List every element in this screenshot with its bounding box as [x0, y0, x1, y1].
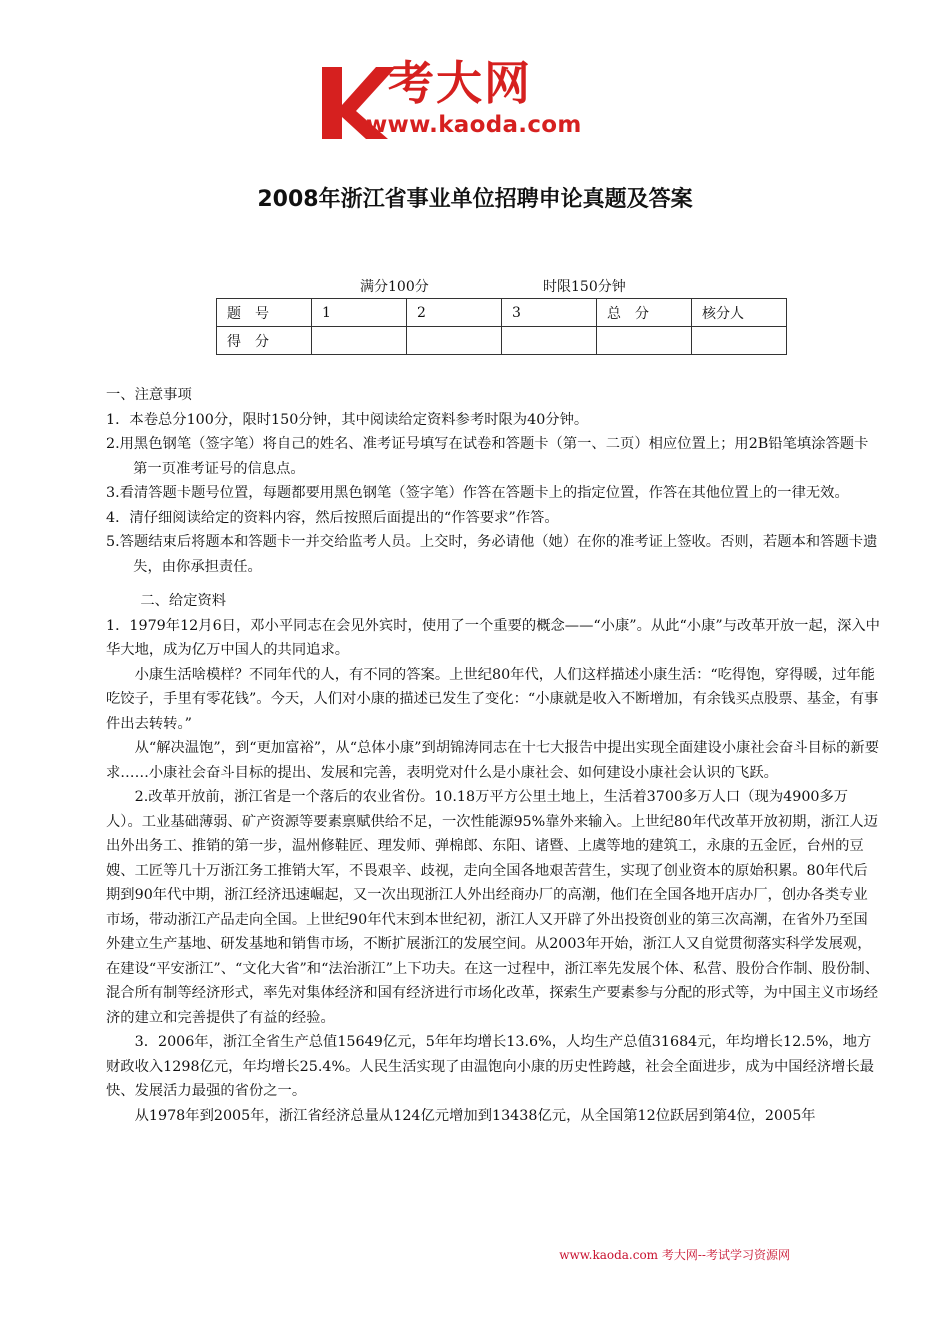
list-item: 3.看清答题卡题号位置，每题都要用黑色钢笔（签字笔）作答在答题卡上的指定位置，作答在其他位置上的一律无效。 — [106, 485, 849, 501]
table-row — [217, 327, 787, 355]
full-score-text: 满分100分 — [360, 279, 429, 295]
score-cell — [502, 327, 597, 355]
time-limit-text: 时限150分钟 — [543, 279, 626, 295]
paragraph: 从1978年到2005年，浙江省经济总量从124亿元增加到13438亿元，从全国第12位跃居到第4位，2005年 — [134, 1107, 816, 1124]
paragraph: 1．1979年12月6日，邓小平同志在会见外宾时，使用了一个重要的概念——“小康”。从此“小康”与改革开放一起，深入中华大地，成为亿万中国人的共同追求。 — [106, 617, 880, 658]
paragraph: 3．2006年，浙江全省生产总值15649亿元，5年年均增长13.6%，人均生产总值31684元，年均增长12.5%，地方财政收入1298亿元，年均增长25.4%。人民生活实现了由温饱向小康的历史性跨越，社会全面进步，成为中国经济增长最快、发展活力最强的省份之一。 — [106, 1034, 875, 1099]
paragraph: 小康生活啥模样？不同年代的人，有不同的答案。上世纪80年代，人们这样描述小康生活：“吃得饱，穿得暖，过年能吃饺子，手里有零花钱”。今天，人们对小康的描述已发生了变化：“小康就是收入不断增加，有余钱买点股票、基金，有事件出去转转。” — [106, 666, 879, 732]
table-cell: 核分人 — [692, 299, 787, 327]
list-item: 5.答题结束后将题本和答题卡一并交给监考人员。上交时，务必请他（她）在你的准考证上签收。否则，若题本和答题卡遗失，由你承担责任。 — [106, 534, 878, 575]
list-item: 1．本卷总分100分，限时150分钟，其中阅读给定资料参考时限为40分钟。 — [106, 411, 589, 428]
paragraph: 2.改革开放前，浙江省是一个落后的农业省份。10.18万平方公里土地上，生活着3700多万人口（现为4900多万人）。工业基础薄弱、矿产资源等要素禀赋供给不足，一次性能源95%靠外来输入。上世纪80年代改革开放初期，浙江人迈出外出务工、推销的第一步，温州修鞋匠、理发师、弹棉郎、东阳、诸暨、上虞等地的建筑工，永康的五金匠，台州的豆嫂、工匠等几十万浙江务工推销大军，不畏艰辛、歧视，走向全国各地艰苦营生，实现了创业资本的原始积累。80年代后期到90年代中期，浙江经济迅速崛起，又一次出现浙江人外出经商办厂的高潮，他们在全国各地开店办厂，创办各类专业市场，带动浙江产品走向全国。上世纪90年代末到本世纪初，浙江人又开辟了外出投资创业的第三次高潮，在省外乃至国外建立生产基地、研发基地和销售市场，不断扩展浙江的发展空间。从2003年开始，浙江人又自觉贯彻落实科学发展观，在建设“平安浙江”、“文化大省”和“法治浙江”上下功夫。在这一过程中，浙江率先发展个体、私营、股份合作制、股份制、混合所有制等经济形式，率先对集体经济和国有经济进行市场化改革，探索生产要素参与分配的形式等，为中国主义市场经济的建立和完善提供了有益的经验。 — [106, 789, 879, 1026]
paragraph: 从“解决温饱”，到“更加富裕”，从“总体小康”到胡锦涛同志在十七大报告中提出实现全面建设小康社会奋斗目标的新要求……小康社会奋斗目标的提出、发展和完善，表明党对什么是小康社会、如何建设小康社会认识的飞跃。 — [106, 740, 879, 781]
table-row — [217, 299, 787, 327]
kaoda-logo[interactable] — [318, 55, 648, 145]
score-table — [216, 298, 787, 355]
notes-heading: 一、注意事项 — [106, 387, 192, 403]
logo-url: www.kaoda.com — [366, 112, 582, 138]
score-cell — [692, 327, 787, 355]
list-item: 2.用黑色钢笔（签字笔）将自己的姓名、准考证号填写在试卷和答题卡（第一、二页）相应位置上；用2B铅笔填涂答题卡第一页准考证号的信息点。 — [106, 436, 869, 477]
score-cell — [312, 327, 407, 355]
materials-heading: 二、给定资料 — [140, 593, 227, 609]
page-title: 2008年浙江省事业单位招聘申论真题及答案 — [257, 187, 693, 212]
table-cell: 3 — [502, 299, 597, 327]
table-cell: 得 分 — [217, 327, 312, 355]
table-cell: 题 号 — [217, 299, 312, 327]
footer-link[interactable]: www.kaoda.com 考大网--考试学习资源网 — [559, 1248, 790, 1262]
table-cell: 1 — [312, 299, 407, 327]
logo-name: 考大网 — [388, 56, 532, 110]
table-cell: 总 分 — [597, 299, 692, 327]
score-cell — [407, 327, 502, 355]
list-item: 4．清仔细阅读给定的资料内容，然后按照后面提出的“作答要求”作答。 — [106, 509, 559, 526]
table-cell: 2 — [407, 299, 502, 327]
document-body — [106, 383, 880, 1128]
score-cell — [597, 327, 692, 355]
